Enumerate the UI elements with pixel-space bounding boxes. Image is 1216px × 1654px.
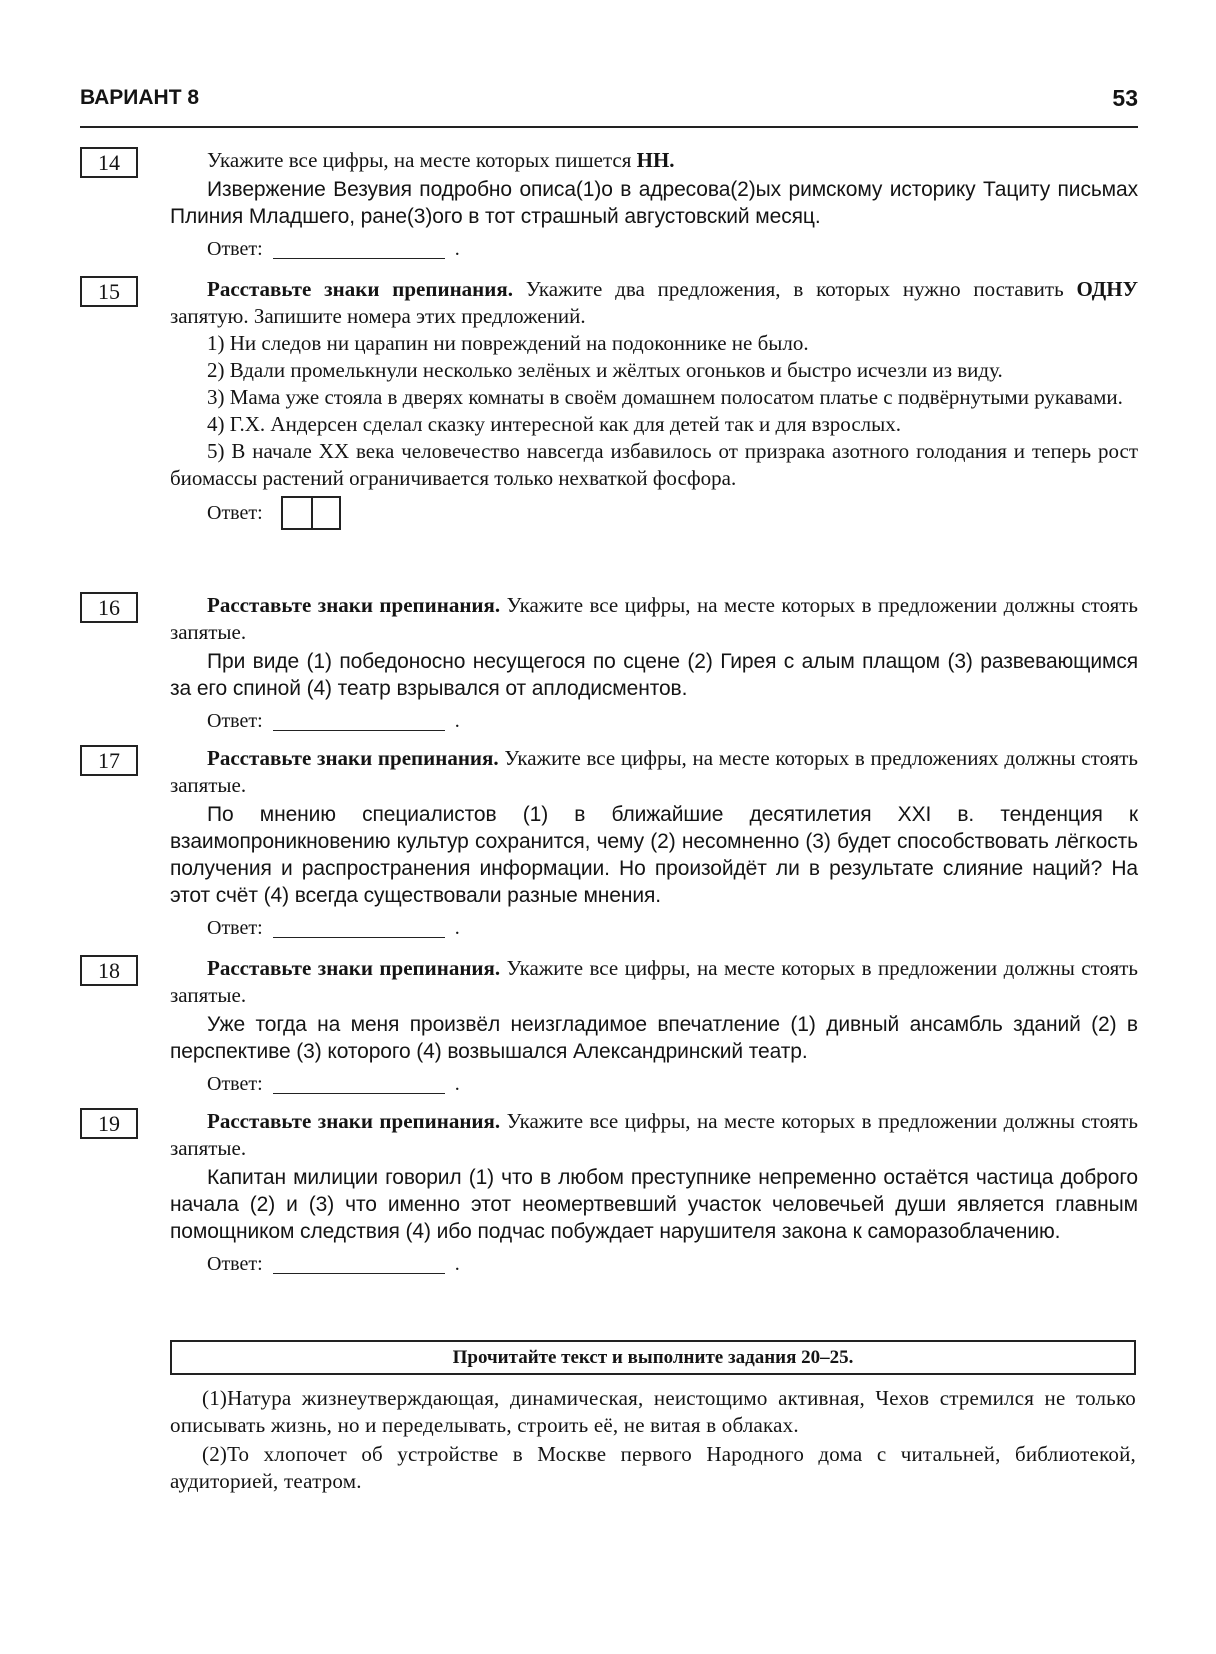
answer-label: Ответ: [207,238,263,260]
answer-row [207,234,1138,264]
task-instruction: Расставьте знаки препинания. Укажите все цифры, на месте которых в предложении должны стоять запятые. [170,1109,1138,1160]
answer-row [207,706,1138,736]
passage-paragraph: (1)Натура жизнеутверждающая, динамическая, неистощимо активная, Чехов стремился не только описывать жизнь, но и переделывать, строить её, не витая в облаках. [170,1386,1136,1437]
answer-line[interactable] [273,240,445,259]
answer-dot: . [454,917,460,939]
task-17 [80,745,1138,943]
task-sentence: Уже тогда на меня произвёл неизгладимое впечатление (1) дивный ансамбль зданий (2) в перспективе (3) которого (4) возвышался Александринский театр. [170,1013,1138,1063]
answer-label: Ответ: [207,1073,263,1095]
task-number: 14 [80,147,138,178]
answer-dot: . [454,238,460,260]
answer-dot: . [454,1253,460,1275]
list-item: 3) Мама уже стояла в дверях комнаты в своём домашнем полосатом платье с подвёрнутыми рукавами. [207,385,1123,409]
task-sentence: Извержение Везувия подробно описа(1)о в адресова(2)ых римскому историку Тациту письмах Плиния Младшего, ране(3)ого в тот страшный августовский месяц. [170,178,1138,228]
list-item: 5) В начале XX века человечество навсегда избавилось от призрака азотного голодания и теперь рост биомассы растений ограничивается только нехваткой фосфора. [170,439,1138,490]
answer-row [207,496,1138,530]
task-14 [80,147,1138,264]
task-number: 15 [80,276,138,307]
variant-title: ВАРИАНТ 8 [80,86,200,109]
task-number: 18 [80,955,138,986]
answer-row [207,1069,1138,1099]
answer-cells [281,496,341,530]
task-instruction: Расставьте знаки препинания. Укажите все цифры, на месте которых в предложениях должны стоять запятые. [170,746,1138,797]
list-item: 1) Ни следов ни царапин ни повреждений на подоконнике не было. [207,331,809,355]
reading-passage [170,1385,1136,1497]
answer-row [207,1249,1138,1279]
answer-row [207,913,1138,943]
task-19 [80,1108,1138,1279]
task-sentence: По мнению специалистов (1) в ближайшие десятилетия XXI в. тенденция к взаимопроникновению культур сохранится, чему (2) несомненно (3) будет способствовать лёгкость получения и распространения информации. Но произойдёт ли в результате слияние наций? На этот счёт (4) всегда существовали разные мнения. [170,803,1138,907]
answer-line[interactable] [273,1255,445,1274]
answer-dot: . [454,1073,460,1095]
answer-cell[interactable] [283,498,311,528]
answer-cell[interactable] [311,498,339,528]
task-15 [80,276,1138,530]
task-instruction: Укажите все цифры, на месте которых пишется НН. [207,148,675,172]
answer-label: Ответ: [207,502,263,524]
task-instruction: Расставьте знаки препинания. Укажите все цифры, на месте которых в предложении должны стоять запятые. [170,593,1138,644]
passage-paragraph: (2)То хлопочет об устройстве в Москве первого Народного дома с читальней, библиотекой, аудиторией, театром. [170,1442,1136,1493]
list-item: 4) Г.Х. Андерсен сделал сказку интересной как для детей так и для взрослых. [207,412,901,436]
answer-label: Ответ: [207,710,263,732]
task-sentence: Капитан милиции говорил (1) что в любом преступнике непременно остаётся частица доброго начала (2) и (3) что именно этот неомертвевший участок человечьей души является главным помощником следствия (4) ибо подчас побуждает нарушителя закона к саморазоблачению. [170,1166,1138,1243]
task-instruction: Расставьте знаки препинания. Укажите два предложения, в которых нужно поставить ОДНУ запятую. Запишите номера этих предложений. [170,277,1138,328]
task-16 [80,592,1138,736]
task-instruction: Расставьте знаки препинания. Укажите все цифры, на месте которых в предложении должны стоять запятые. [170,956,1138,1007]
list-item: 2) Вдали промелькнули несколько зелёных и жёлтых огоньков и быстро исчезли из виду. [207,358,1003,382]
answer-label: Ответ: [207,917,263,939]
task-number: 17 [80,745,138,776]
task-18 [80,955,1138,1099]
page-number: 53 [1112,85,1138,111]
answer-line[interactable] [273,1075,445,1094]
answer-label: Ответ: [207,1253,263,1275]
answer-line[interactable] [273,919,445,938]
read-text-box: Прочитайте текст и выполните задания 20–25. [170,1340,1136,1375]
task-sentence: При виде (1) победоносно несущегося по сцене (2) Гирея с алым плащом (3) развевающимся за его спиной (4) театр взрывался от аплодисментов. [170,650,1138,700]
task-number: 19 [80,1108,138,1139]
task-number: 16 [80,592,138,623]
answer-line[interactable] [273,712,445,731]
answer-dot: . [454,710,460,732]
page-header [80,86,1138,128]
